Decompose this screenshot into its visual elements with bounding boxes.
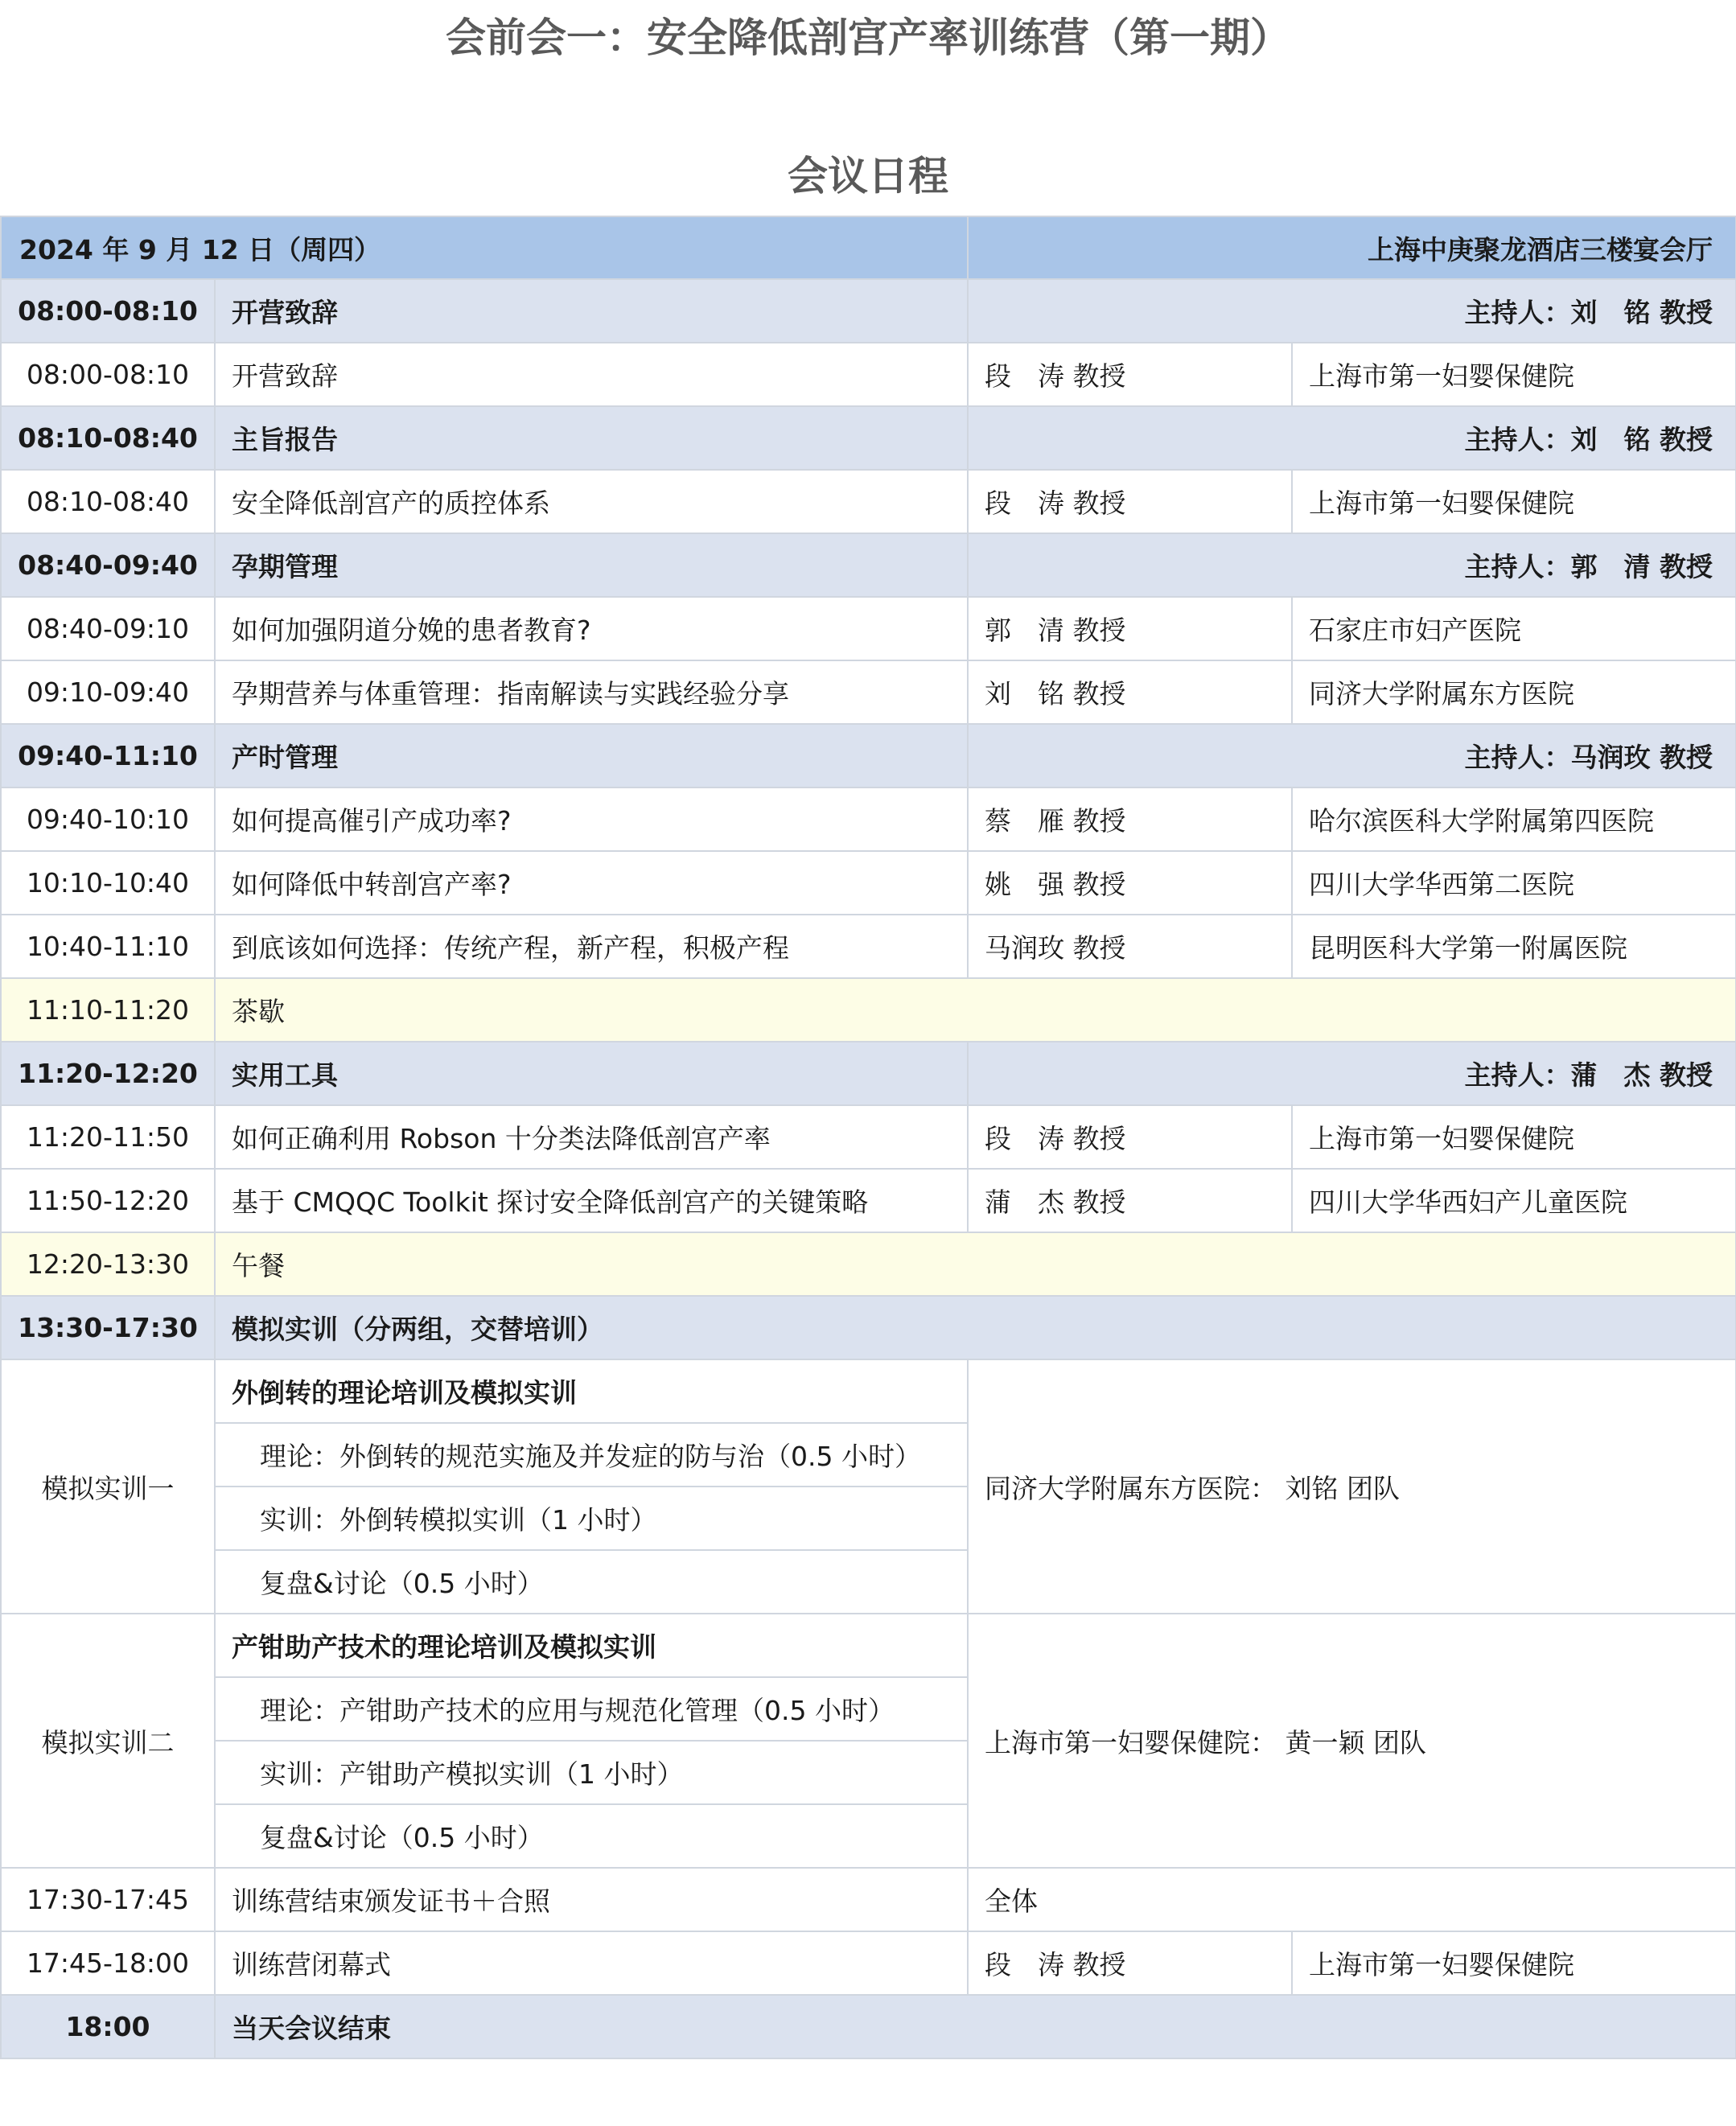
session-time: 09:40-10:10	[1, 787, 215, 851]
page-subtitle: 会议日程	[788, 153, 948, 199]
session-org: 上海市第一妇婴保健院	[1292, 1931, 1736, 1995]
session-time: 08:10-08:40	[1, 470, 215, 533]
section-time: 08:10-08:40	[1, 406, 215, 470]
session-row	[1, 660, 1736, 724]
section-host: 主持人：郭 清 教授	[968, 533, 1736, 597]
session-org: 石家庄市妇产医院	[1292, 597, 1736, 660]
section-name: 模拟实训（分两组，交替培训）	[215, 1296, 1736, 1359]
session-time: 08:00-08:10	[1, 343, 215, 406]
break-time: 11:10-11:20	[1, 978, 215, 1042]
group-title: 外倒转的理论培训及模拟实训	[215, 1359, 968, 1423]
section-row	[1, 724, 1736, 787]
session-org: 上海市第一妇婴保健院	[1292, 470, 1736, 533]
session-speaker: 刘 铭 教授	[968, 660, 1292, 724]
session-topic: 如何降低中转剖宫产率?	[215, 851, 968, 915]
session-speaker: 马润玫 教授	[968, 915, 1292, 978]
session-topic: 孕期营养与体重管理：指南解读与实践经验分享	[215, 660, 968, 724]
session-row	[1, 851, 1736, 915]
session-row	[1, 343, 1736, 406]
training-item: 理论：产钳助产技术的应用与规范化管理（0.5 小时）	[215, 1677, 968, 1741]
training-item: 理论：外倒转的规范实施及并发症的防与治（0.5 小时）	[215, 1423, 968, 1487]
session-time: 08:40-09:10	[1, 597, 215, 660]
date-cell: 2024 年 9 月 12 日（周四）	[1, 216, 968, 279]
break-time: 12:20-13:30	[1, 1232, 215, 1296]
session-time: 17:30-17:45	[1, 1868, 215, 1931]
session-speaker: 蔡 雁 教授	[968, 787, 1292, 851]
session-topic: 如何提高催引产成功率?	[215, 787, 968, 851]
session-topic: 基于 CMQQC Toolkit 探讨安全降低剖宫产的关键策略	[215, 1169, 968, 1232]
session-speaker: 姚 强 教授	[968, 851, 1292, 915]
training-item: 复盘&讨论（0.5 小时）	[215, 1550, 968, 1614]
session-topic: 训练营闭幕式	[215, 1931, 968, 1995]
section-name: 开营致辞	[215, 279, 968, 343]
section-host: 主持人：马润玫 教授	[968, 724, 1736, 787]
group-label: 模拟实训二	[1, 1614, 215, 1868]
break-name: 茶歇	[215, 978, 1736, 1042]
session-row	[1, 787, 1736, 851]
session-org: 昆明医科大学第一附属医院	[1292, 915, 1736, 978]
section-host: 主持人：蒲 杰 教授	[968, 1042, 1736, 1105]
section-name: 主旨报告	[215, 406, 968, 470]
group-team: 同济大学附属东方医院： 刘铭 团队	[968, 1359, 1736, 1614]
section-time: 11:20-12:20	[1, 1042, 215, 1105]
section-host: 主持人：刘 铭 教授	[968, 406, 1736, 470]
session-speaker: 郭 清 教授	[968, 597, 1292, 660]
break-row	[1, 1232, 1736, 1296]
section-time: 08:00-08:10	[1, 279, 215, 343]
session-topic: 如何加强阴道分娩的患者教育?	[215, 597, 968, 660]
section-time: 08:40-09:40	[1, 533, 215, 597]
session-topic: 训练营结束颁发证书＋合照	[215, 1868, 968, 1931]
break-name: 午餐	[215, 1232, 1736, 1296]
date-row	[1, 216, 1736, 279]
section-name: 孕期管理	[215, 533, 968, 597]
session-row	[1, 1169, 1736, 1232]
section-row	[1, 406, 1736, 470]
section-time: 13:30-17:30	[1, 1296, 215, 1359]
session-org: 上海市第一妇婴保健院	[1292, 343, 1736, 406]
training-item: 实训：外倒转模拟实训（1 小时）	[215, 1487, 968, 1550]
session-row	[1, 470, 1736, 533]
session-time: 10:40-11:10	[1, 915, 215, 978]
session-topic: 如何正确利用 Robson 十分类法降低剖宫产率	[215, 1105, 968, 1169]
venue-cell: 上海中庚聚龙酒店三楼宴会厅	[968, 216, 1736, 279]
session-org: 哈尔滨医科大学附属第四医院	[1292, 787, 1736, 851]
session-row	[1, 1105, 1736, 1169]
session-topic: 开营致辞	[215, 343, 968, 406]
end-time: 18:00	[1, 1995, 215, 2058]
section-row	[1, 1296, 1736, 1359]
page-title: 会前会一：安全降低剖宫产率训练营（第一期）	[446, 14, 1290, 61]
session-time: 11:50-12:20	[1, 1169, 215, 1232]
session-time: 17:45-18:00	[1, 1931, 215, 1995]
section-host: 主持人：刘 铭 教授	[968, 279, 1736, 343]
session-row	[1, 1868, 1736, 1931]
session-row	[1, 1931, 1736, 1995]
session-speaker: 段 涛 教授	[968, 470, 1292, 533]
schedule-table	[0, 216, 1736, 2059]
group-team: 上海市第一妇婴保健院： 黄一颖 团队	[968, 1614, 1736, 1868]
end-name: 当天会议结束	[215, 1995, 1736, 2058]
session-time: 11:20-11:50	[1, 1105, 215, 1169]
session-speaker: 全体	[968, 1868, 1736, 1931]
break-row	[1, 978, 1736, 1042]
session-topic: 安全降低剖宫产的质控体系	[215, 470, 968, 533]
section-time: 09:40-11:10	[1, 724, 215, 787]
section-name: 实用工具	[215, 1042, 968, 1105]
session-row	[1, 597, 1736, 660]
section-row	[1, 533, 1736, 597]
session-topic: 到底该如何选择：传统产程，新产程，积极产程	[215, 915, 968, 978]
session-time: 09:10-09:40	[1, 660, 215, 724]
session-speaker: 蒲 杰 教授	[968, 1169, 1292, 1232]
group-label: 模拟实训一	[1, 1359, 215, 1614]
training-group-row	[1, 1359, 1736, 1423]
session-org: 四川大学华西第二医院	[1292, 851, 1736, 915]
training-group-row	[1, 1614, 1736, 1677]
session-org: 上海市第一妇婴保健院	[1292, 1105, 1736, 1169]
session-speaker: 段 涛 教授	[968, 343, 1292, 406]
training-item: 实训：产钳助产模拟实训（1 小时）	[215, 1741, 968, 1804]
session-org: 四川大学华西妇产儿童医院	[1292, 1169, 1736, 1232]
end-row	[1, 1995, 1736, 2058]
section-name: 产时管理	[215, 724, 968, 787]
session-speaker: 段 涛 教授	[968, 1931, 1292, 1995]
session-row	[1, 915, 1736, 978]
session-org: 同济大学附属东方医院	[1292, 660, 1736, 724]
session-speaker: 段 涛 教授	[968, 1105, 1292, 1169]
section-row	[1, 279, 1736, 343]
training-item: 复盘&讨论（0.5 小时）	[215, 1804, 968, 1868]
section-row	[1, 1042, 1736, 1105]
session-time: 10:10-10:40	[1, 851, 215, 915]
group-title: 产钳助产技术的理论培训及模拟实训	[215, 1614, 968, 1677]
